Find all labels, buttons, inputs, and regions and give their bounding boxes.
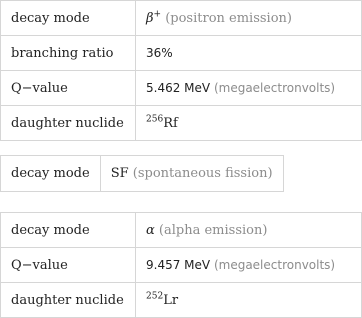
row-label: decay mode	[1, 213, 136, 248]
decay-mode-cell	[100, 156, 283, 192]
table-row	[1, 156, 284, 192]
decay-table-beta-plus	[0, 0, 362, 141]
q-value-cell	[136, 248, 362, 283]
row-label: decay mode	[1, 1, 136, 36]
row-label: Q−value	[1, 71, 136, 106]
decay-symbol-sup: +	[153, 9, 162, 20]
decay-table-alpha	[0, 212, 362, 318]
row-label: daughter nuclide	[1, 106, 136, 141]
table-row	[1, 71, 362, 106]
row-label: daughter nuclide	[1, 283, 136, 318]
daughter-nuclide-cell	[136, 106, 362, 141]
decay-mode-desc: (spontaneous fission)	[132, 166, 273, 181]
table-row	[1, 248, 362, 283]
decay-mode-cell	[136, 1, 362, 36]
table-row	[1, 213, 362, 248]
table-row	[1, 1, 362, 36]
decay-symbol: β	[146, 10, 154, 26]
decay-symbol: SF	[110, 166, 129, 181]
q-value-cell	[136, 71, 362, 106]
row-label: decay mode	[1, 156, 101, 192]
q-value: 5.462 MeV	[146, 81, 211, 95]
mass-number: 256	[146, 114, 164, 125]
row-label: branching ratio	[1, 36, 136, 71]
element-symbol: Lr	[163, 292, 179, 308]
q-value-unit: (megaelectronvolts)	[213, 258, 336, 272]
q-value-unit: (megaelectronvolts)	[213, 81, 336, 95]
decay-mode-desc: (positron emission)	[165, 10, 292, 26]
daughter-nuclide-cell	[136, 283, 362, 318]
q-value: 9.457 MeV	[146, 258, 211, 272]
branching-ratio-value: 36%	[136, 36, 362, 71]
decay-table-sf	[0, 155, 284, 192]
element-symbol: Rf	[163, 115, 178, 131]
decay-mode-cell	[136, 213, 362, 248]
table-row	[1, 283, 362, 318]
decay-mode-desc: (alpha emission)	[158, 222, 268, 238]
decay-symbol: α	[146, 222, 155, 238]
row-label: Q−value	[1, 248, 136, 283]
table-row	[1, 36, 362, 71]
mass-number: 252	[146, 291, 164, 302]
table-row	[1, 106, 362, 141]
